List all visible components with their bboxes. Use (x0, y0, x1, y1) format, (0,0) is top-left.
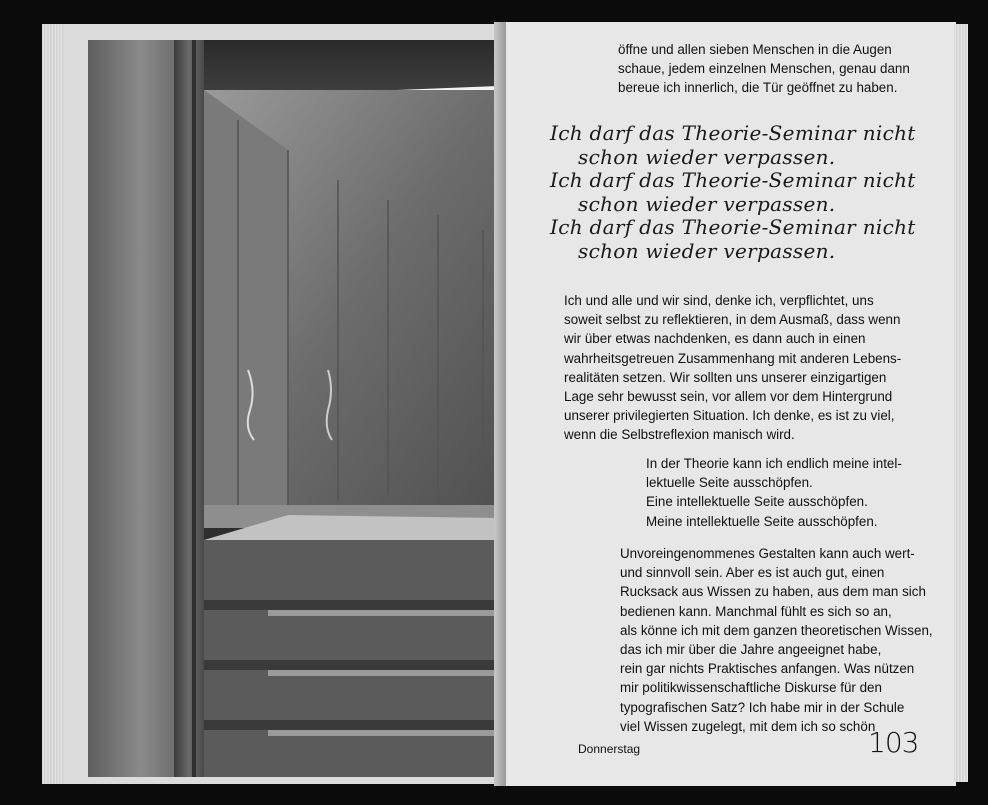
text-line: Unvoreingenommenes Gestalten kann auch wert- (620, 546, 915, 561)
text-line: Meine intellektuelle Seite ausschöpfen. (646, 513, 878, 529)
left-page-edges (42, 24, 64, 784)
text-line: Rucksack aus Wissen zu haben, aus dem man sich (620, 584, 926, 600)
text-line: mir politikwissenschaftliche Diskurse für den (620, 680, 882, 696)
text-line: viel Wissen zugelegt, mit dem ich so schön (620, 718, 876, 734)
text-line: öffne und allen sieben Menschen in die Augen (618, 42, 892, 57)
text-line: In der Theorie kann ich endlich meine intel- (646, 456, 902, 471)
running-footer-label: Donnerstag (578, 742, 641, 756)
page-number: 103 (868, 726, 919, 759)
text-line: wir über etwas nachdenken, es dann auch in einen (564, 331, 866, 347)
text-line: Eine intellektuelle Seite ausschöpfen. (646, 494, 868, 510)
text-line: wahrheitsgetreuen Zusammenhang mit anderen Lebens- (564, 350, 902, 366)
text-line: typografischen Satz? Ich habe mir in der Schule (620, 699, 905, 715)
handwritten-line: Ich darf das Theorie-Seminar nicht (550, 168, 916, 192)
text-line: schaue, jedem einzelnen Menschen, genau dann (618, 61, 910, 77)
handwritten-line: Ich darf das Theorie-Seminar nicht (550, 121, 916, 145)
text-line: bereue ich innerlich, die Tür geöffnet zu haben. (618, 80, 898, 96)
text-line: und sinnvoll sein. Aber es ist auch gut, einen (620, 565, 885, 581)
handwritten-line: Ich darf das Theorie-Seminar nicht (550, 215, 916, 239)
text-line: rein gar nichts Praktisches anfangen. Was nützen (620, 661, 915, 677)
right-page (506, 22, 956, 786)
handwritten-lines (550, 122, 916, 263)
text-line: Ich und alle und wir sind, denke ich, verpflichtet, uns (564, 293, 874, 308)
text-line: unserer privilegierten Situation. Ich denke, es ist zu viel, (564, 408, 895, 424)
paragraph-bottom (620, 544, 933, 736)
text-line: das ich mir über die Jahre angeeignet habe, (620, 642, 882, 658)
text-line: lektuelle Seite ausschöpfen. (646, 475, 813, 491)
handwritten-line: schon wieder verpassen. (578, 191, 836, 216)
paragraph-middle (564, 291, 901, 445)
text-line: bedienen kann. Manchmal fühlt es sich so an, (620, 603, 892, 619)
paragraph-top (618, 40, 910, 98)
text-line: als könne ich mit dem ganzen theoretischen Wissen, (620, 622, 933, 638)
elevator-photo (88, 40, 498, 777)
text-line: Lage sehr bewusst sein, vor allem vor dem Hintergrund (564, 389, 893, 405)
open-book (42, 22, 968, 786)
quote-block (646, 454, 902, 531)
right-page-edges (954, 24, 968, 782)
handwritten-line: schon wieder verpassen. (578, 144, 836, 169)
left-page (42, 24, 506, 784)
text-line: wenn die Selbstreflexion manisch wird. (564, 427, 795, 443)
text-line: soweit selbst zu reflektieren, in dem Ausmaß, dass wenn (564, 312, 901, 328)
handwritten-line: schon wieder verpassen. (578, 238, 836, 263)
text-line: realitäten setzen. Wir sollten uns unserer einzigartigen (564, 369, 887, 385)
